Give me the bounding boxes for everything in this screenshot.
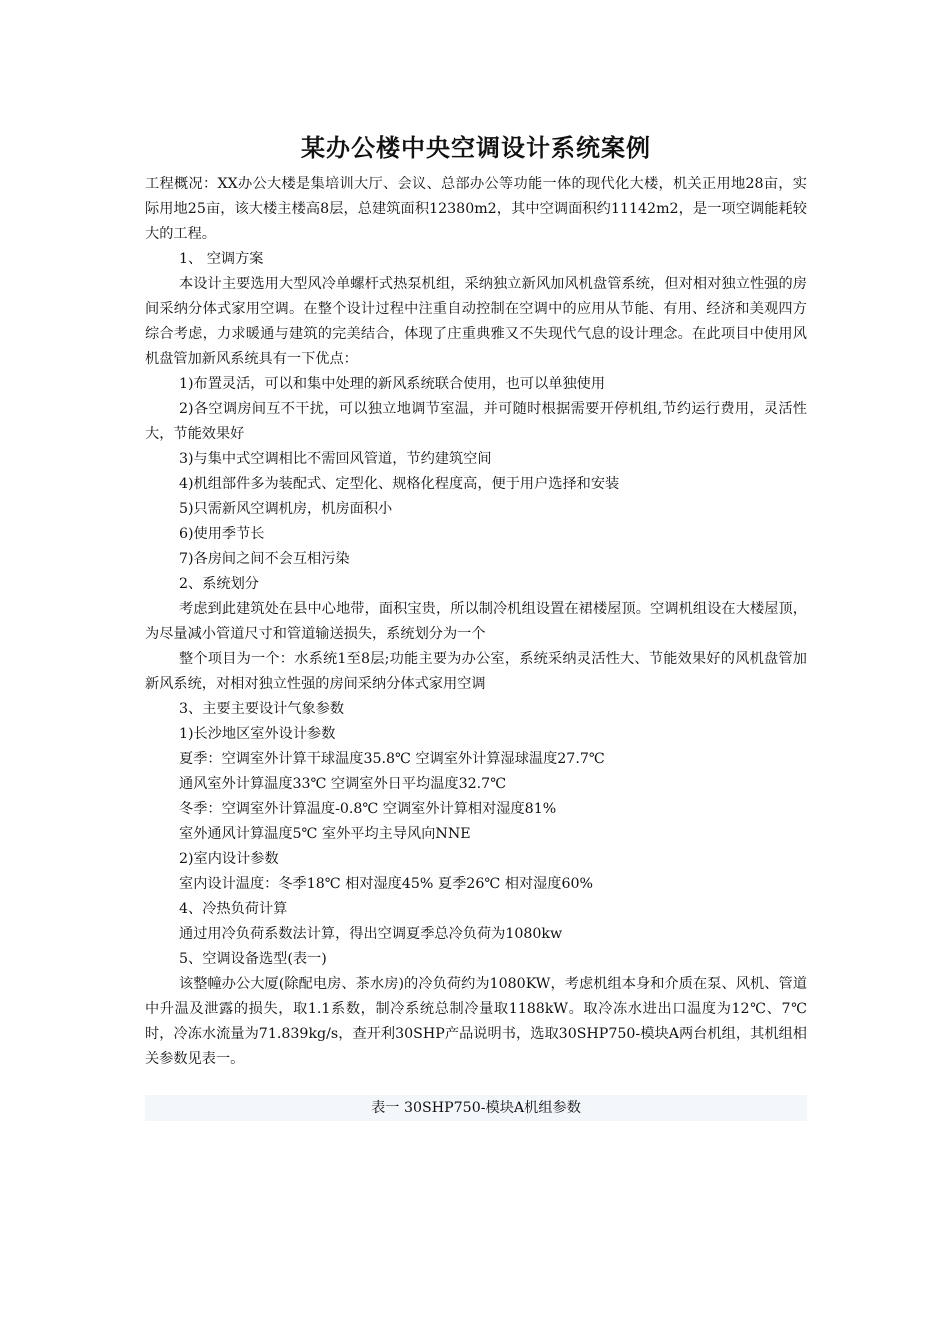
- list-item-advantage-3: 3)与集中式空调相比不需回风管道，节约建筑空间: [179, 451, 492, 467]
- paragraph-ac-plan: 本设计主要选用大型风冷单螺杆式热泵机组，采纳独立新风加风机盘管系统，但对相对独立性强的房间采纳分体式家用空调。在整个设计过程中注重自动控制在空调中的应用从节能、有用、经济和美观四方综合考虑，力求暖通与建筑的完美结合，体现了庄重典雅又不失现代气息的设计理念。在此项目中使用风机盘管加新风系统具有一下优点：: [145, 276, 807, 367]
- list-item-advantage-2: 2)各空调房间互不干扰，可以独立地调节室温，并可随时根据需要开停机组,节约运行费用，灵活性大，节能效果好: [145, 401, 807, 442]
- table-caption: 表一 30SHP750-模块A机组参数: [145, 1095, 807, 1121]
- section-heading-weather-params: 3、主要主要设计气象参数: [179, 701, 345, 717]
- document-page: [145, 128, 807, 1121]
- param-indoor: 室内设计温度：冬季18℃ 相对湿度45% 夏季26℃ 相对湿度60%: [179, 876, 594, 892]
- paragraph-system-division-1: 考虑到此建筑处在县中心地带，面积宝贵，所以制冷机组设置在裙楼屋顶。空调机组设在大楼屋顶，为尽量减小管道尺寸和管道输送损失，系统划分为一个: [145, 601, 807, 642]
- paragraph-equipment: 该整幢办公大厦(除配电房、茶水房)的冷负荷约为1080KW，考虑机组本身和介质在泵、风机、管道中升温及泄露的损失，取1.1系数，制冷系统总制冷量取1188kW。取冷冻水进出口温度为12℃、7℃时，冷冻水流量为71.839kg/s，查开利30SHP产品说明书，选取30SHP750-模块A两台机组，其机组相关参数见表一。: [145, 976, 807, 1067]
- list-item-advantage-1: 1)布置灵活，可以和集中处理的新风系统联合使用，也可以单独使用: [179, 376, 606, 392]
- list-item-advantage-4: 4)机组部件多为装配式、定型化、规格化程度高，便于用户选择和安装: [179, 476, 620, 492]
- section-heading-ac-plan: 1、 空调方案: [179, 251, 264, 267]
- param-outdoor-wind: 室外通风计算温度5℃ 室外平均主导风向NNE: [179, 826, 471, 842]
- param-ventilation: 通风室外计算温度33℃ 空调室外日平均温度32.7℃: [179, 776, 507, 792]
- paragraph-system-division-2: 整个项目为一个：水系统1至8层;功能主要为办公室，系统采纳灵活性大、节能效果好的风机盘管加新风系统，对相对独立性强的房间采纳分体式家用空调: [145, 651, 807, 692]
- list-item-advantage-5: 5)只需新风空调机房，机房面积小: [179, 501, 393, 517]
- list-item-advantage-6: 6)使用季节长: [179, 526, 265, 542]
- param-winter: 冬季：空调室外计算温度-0.8℃ 空调室外计算相对湿度81%: [179, 801, 557, 817]
- list-item-advantage-7: 7)各房间之间不会互相污染: [179, 551, 350, 567]
- section-heading-equipment: 5、空调设备选型(表一): [179, 951, 327, 967]
- section-heading-system-division: 2、系统划分: [179, 576, 259, 592]
- param-summer: 夏季：空调室外计算干球温度35.8℃ 空调室外计算湿球温度27.7℃: [179, 751, 605, 767]
- paragraph-load-calc: 通过用冷负荷系数法计算，得出空调夏季总冷负荷为1080kw: [179, 926, 563, 942]
- paragraph-overview: 工程概况：XX办公大楼是集培训大厅、会议、总部办公等功能一体的现代化大楼，机关正用地28亩，实际用地25亩，该大楼主楼高8层，总建筑面积12380m2，其中空调面积约11142m2，是一项空调能耗较大的工程。: [145, 176, 807, 242]
- subheading-indoor-params: 2)室内设计参数: [179, 851, 279, 867]
- document-body: [145, 172, 807, 1072]
- document-title: 某办公楼中央空调设计系统案例: [301, 134, 651, 162]
- section-heading-load-calc: 4、冷热负荷计算: [179, 901, 288, 917]
- subheading-outdoor-params: 1)长沙地区室外设计参数: [179, 726, 336, 742]
